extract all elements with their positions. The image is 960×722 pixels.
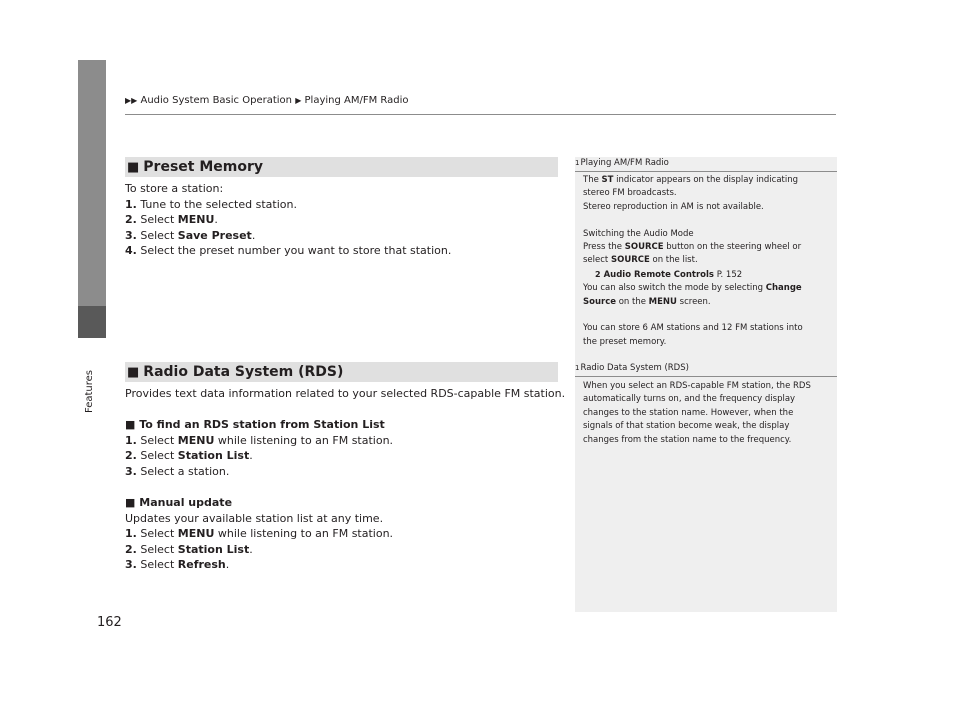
intro-text: Updates your available station list at any time. (125, 511, 384, 525)
rds-manual-update-block (125, 495, 393, 573)
note-line: the preset memory. (583, 336, 667, 347)
section-title: Radio Data System (RDS) (143, 364, 344, 380)
cross-reference-link[interactable]: 2 Audio Remote Controls P. 152 (595, 269, 743, 280)
section-header-rds (125, 362, 558, 382)
note-number: 1 (575, 159, 580, 167)
step-item: 1. Select MENU while listening to an FM station. (125, 433, 394, 447)
step-item: 3. Select Save Preset. (125, 228, 256, 242)
note-line: The ST indicator appears on the display indicating (583, 175, 799, 185)
breadcrumb-part-1: Audio System Basic Operation (140, 95, 292, 106)
step-item: 2. Select MENU. (125, 213, 218, 226)
note-header-rds (575, 362, 837, 377)
note-title: Playing AM/FM Radio (580, 158, 669, 168)
step-item: 3. Select a station. (125, 464, 230, 478)
note-line: signals of that station become weak, the display (583, 421, 790, 432)
rds-intro: Provides text data information related to your selected RDS-capable FM station. (125, 387, 566, 400)
step-item: 1. Tune to the selected station. (125, 197, 297, 211)
subheading: ■ Manual update (125, 496, 233, 509)
note-line: When you select an RDS-capable FM station, the RDS (583, 381, 811, 391)
reference-arrow-icon: 2 (595, 269, 601, 279)
section-header-preset-memory (125, 157, 558, 177)
note-body-rds (583, 380, 833, 447)
rds-station-list-block (125, 417, 393, 479)
note-line: You can also switch the mode by selecting Change (583, 283, 802, 294)
breadcrumb (125, 95, 409, 106)
square-bullet-icon: ■ (127, 365, 140, 380)
note-line: Press the SOURCE button on the steering wheel or (583, 242, 802, 253)
note-line: Switching the Audio Mode (583, 228, 694, 239)
intro-text: To store a station: (125, 182, 224, 195)
note-body-am-fm (583, 174, 833, 349)
section-title: Preset Memory (143, 159, 264, 175)
note-line: select SOURCE on the list. (583, 255, 698, 266)
square-bullet-icon: ■ (125, 418, 136, 431)
chapter-tab-marker (78, 306, 106, 338)
note-line: changes to the station name. However, when the (583, 407, 794, 418)
breadcrumb-arrow-icon: ▶ (295, 96, 302, 105)
breadcrumb-arrow-icon: ▶▶ (125, 96, 138, 105)
note-title: Radio Data System (RDS) (580, 363, 689, 373)
note-line: Source on the MENU screen. (583, 296, 711, 307)
note-header-am-fm (575, 157, 837, 172)
step-item: 4. Select the preset number you want to store that station. (125, 244, 452, 257)
subheading: ■ To find an RDS station from Station List (125, 418, 385, 431)
step-item: 3. Select Refresh. (125, 558, 230, 571)
note-line: automatically turns on, and the frequency display (583, 394, 796, 405)
page-number: 162 (97, 615, 122, 630)
breadcrumb-part-2: Playing AM/FM Radio (304, 95, 409, 106)
note-line: You can store 6 AM stations and 12 FM stations into (583, 323, 803, 334)
preset-memory-body (125, 181, 451, 259)
step-item: 1. Select MENU while listening to an FM station. (125, 527, 394, 540)
note-number: 1 (575, 364, 580, 372)
chapter-tab (78, 60, 106, 338)
square-bullet-icon: ■ (125, 496, 136, 509)
header-rule (125, 114, 836, 115)
square-bullet-icon: ■ (127, 160, 140, 175)
step-item: 2. Select Station List. (125, 449, 253, 462)
note-line: changes from the station name to the frequency. (583, 434, 792, 445)
note-line: stereo FM broadcasts. (583, 188, 677, 199)
step-item: 2. Select Station List. (125, 542, 253, 556)
chapter-label: Features (84, 370, 95, 413)
note-line: Stereo reproduction in AM is not available. (583, 201, 764, 212)
